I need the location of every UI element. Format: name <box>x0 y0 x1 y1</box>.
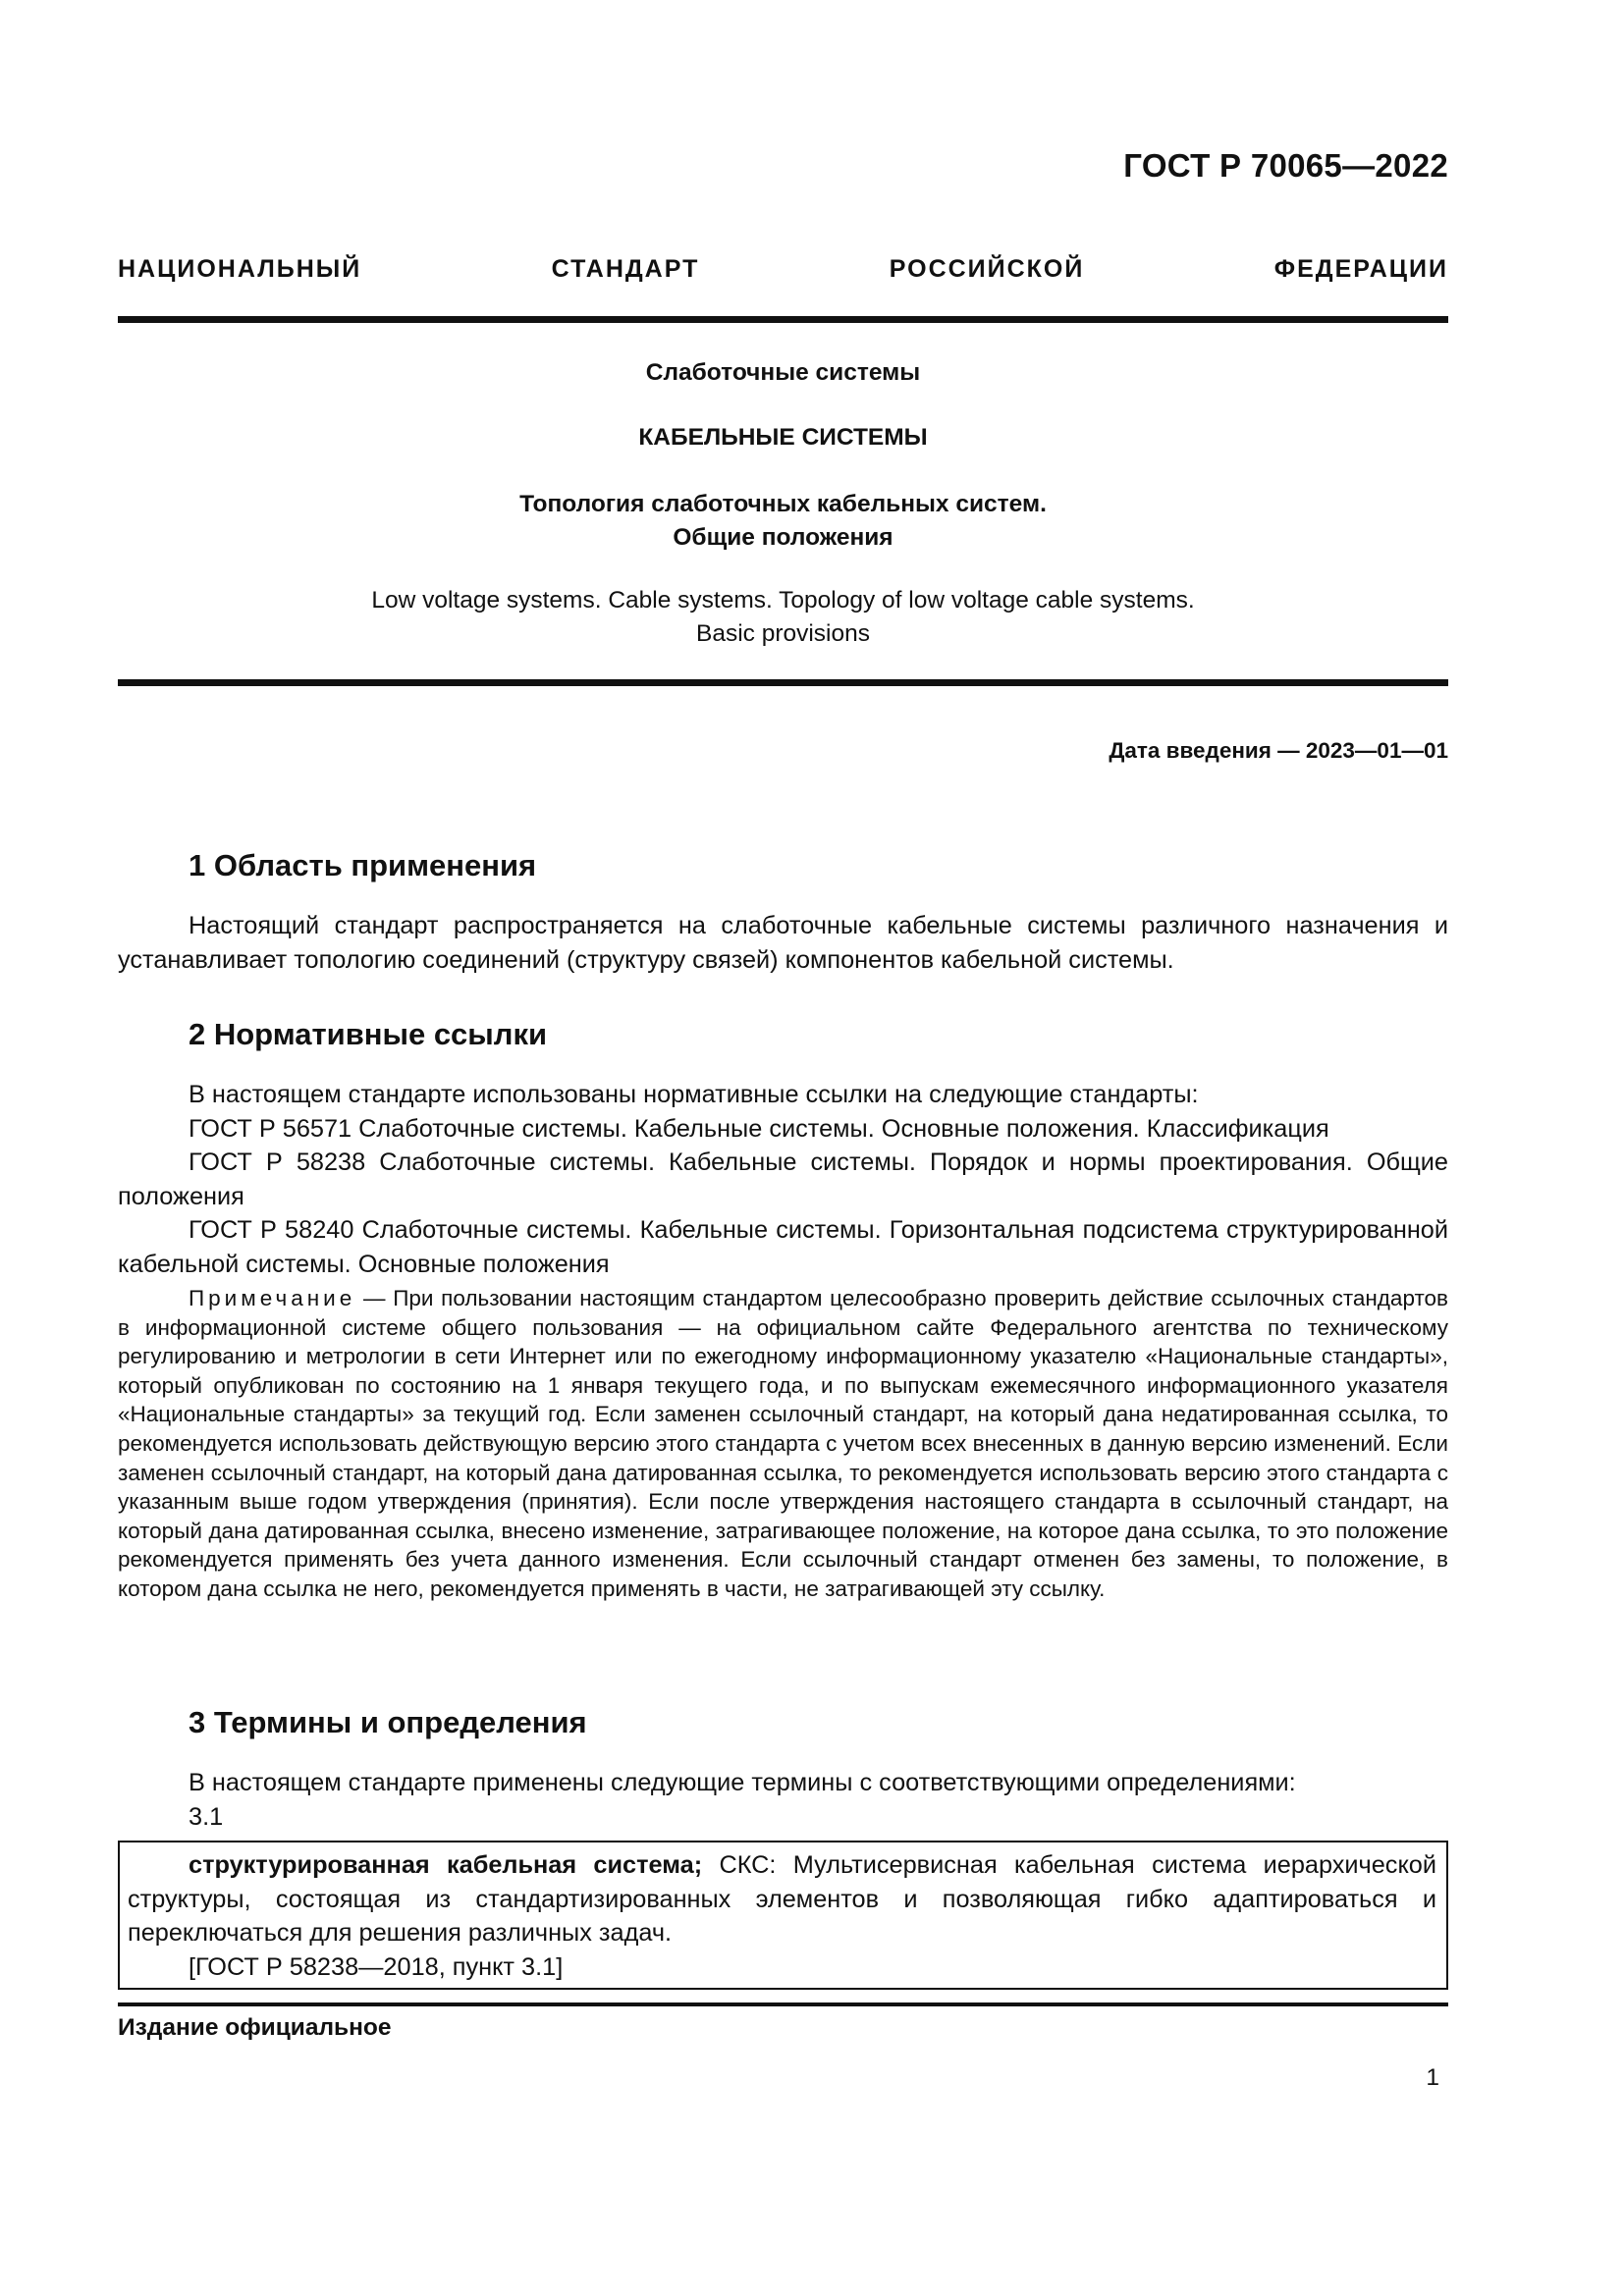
title-subtitle-line1: Топология слаботочных кабельных систем. <box>519 491 1047 517</box>
definition-box <box>118 1841 1448 1990</box>
section-1-paragraph: Настоящий стандарт распространяется на слаботочные кабельные системы различного назначения и устанавливает топологию соединений (структуру связей) компонентов кабельной системы. <box>118 912 1448 974</box>
title-english-line2: Basic provisions <box>695 620 870 647</box>
reference-item: ГОСТ Р 56571 Слаботочные системы. Кабельные системы. Основные положения. Классификация <box>189 1114 1329 1143</box>
section-2-paragraph: В настоящем стандарте использованы нормативные ссылки на следующие стандарты: <box>189 1081 1199 1108</box>
section-1-heading: 1 Область применения <box>189 848 537 882</box>
section-2-body <box>118 1078 1448 1282</box>
introduction-date: Дата введения — 2023—01—01 <box>1109 738 1448 763</box>
section-1-body <box>118 909 1448 977</box>
term-name: структурированная кабельная система; <box>189 1851 703 1879</box>
definition-text <box>128 1848 1436 1984</box>
standard-number: ГОСТ Р 70065—2022 <box>1123 147 1448 184</box>
header-rule <box>118 316 1448 323</box>
page-number: 1 <box>1426 2064 1439 2091</box>
definition-source: [ГОСТ Р 58238—2018, пункт 3.1] <box>189 1952 564 1981</box>
note-text: — При пользовании настоящим стандартом целесообразно проверить действие ссылочных стандартов в информационной системе общего пользования — на официальном сайте Федерального агентства по техническому регулированию и метрологии в сети Интернет или по ежегодному информационному указателю «Национальные стандарты», который опубликован по состоянию на 1 января текущего года, и по выпускам ежемесячного информационного указателя «Национальные стандарты» за текущий год. Если заменен ссылочный стандарт, на который дана недатированная ссылка, то рекомендуется использовать действующую версию этого стандарта с учетом всех внесенных в данную версию изменений. Если заменен ссылочный стандарт, на который дана датированная ссылка, то рекомендуется использовать версию этого стандарта с указанным выше годом утверждения (принятия). Если после утверждения настоящего стандарта в ссылочный стандарт, на который дана датированная ссылка, внесено изменение, затрагивающее положение, на которое дана ссылка, то это положение рекомендуется применять без учета данного изменения. Если ссылочный стандарт отменен без замены, то положение, в котором дана ссылка не него, рекомендуется применять в части, не затрагивающей эту ссылку. <box>118 1286 1448 1601</box>
note-label: Примечание <box>189 1286 356 1310</box>
note-paragraph <box>118 1284 1448 1604</box>
title-subtitle <box>118 488 1448 555</box>
reference-item: ГОСТ Р 58238 Слаботочные системы. Кабельные системы. Порядок и нормы проектирования. Общие положения <box>118 1148 1448 1210</box>
definition-paragraph <box>128 1848 1436 1950</box>
section-2-note <box>118 1284 1448 1604</box>
title-rule <box>118 679 1448 686</box>
title-group: Слаботочные системы <box>645 359 921 386</box>
national-standard-title: НАЦИОНАЛЬНЫЙ СТАНДАРТ РОССИЙСКОЙ ФЕДЕРАЦИИ <box>118 255 1448 283</box>
term-definition: СКС: Мультисервисная кабельная система иерархической структуры, состоящая из стандартизированных элементов и позволяющая гибко адаптироваться и переключаться для решения различных задач. <box>128 1851 1436 1948</box>
title-main: КАБЕЛЬНЫЕ СИСТЕМЫ <box>638 424 928 451</box>
edition-label: Издание официальное <box>118 2014 392 2041</box>
section-3-heading: 3 Термины и определения <box>189 1705 587 1739</box>
section-2-heading: 2 Нормативные ссылки <box>189 1017 548 1051</box>
title-english-line1: Low voltage systems. Cable systems. Topology of low voltage cable systems. <box>371 587 1195 614</box>
term-number: 3.1 <box>189 1802 224 1831</box>
title-subtitle-line2: Общие положения <box>673 524 893 551</box>
title-english <box>118 584 1448 651</box>
footer-rule <box>118 2002 1448 2006</box>
reference-item: ГОСТ Р 58240 Слаботочные системы. Кабельные системы. Горизонтальная подсистема структурированной кабельной системы. Основные положения <box>118 1216 1448 1278</box>
section-3-body <box>118 1766 1448 1834</box>
section-3-intro: В настоящем стандарте применены следующие термины с соответствующими определениями: <box>189 1769 1296 1796</box>
